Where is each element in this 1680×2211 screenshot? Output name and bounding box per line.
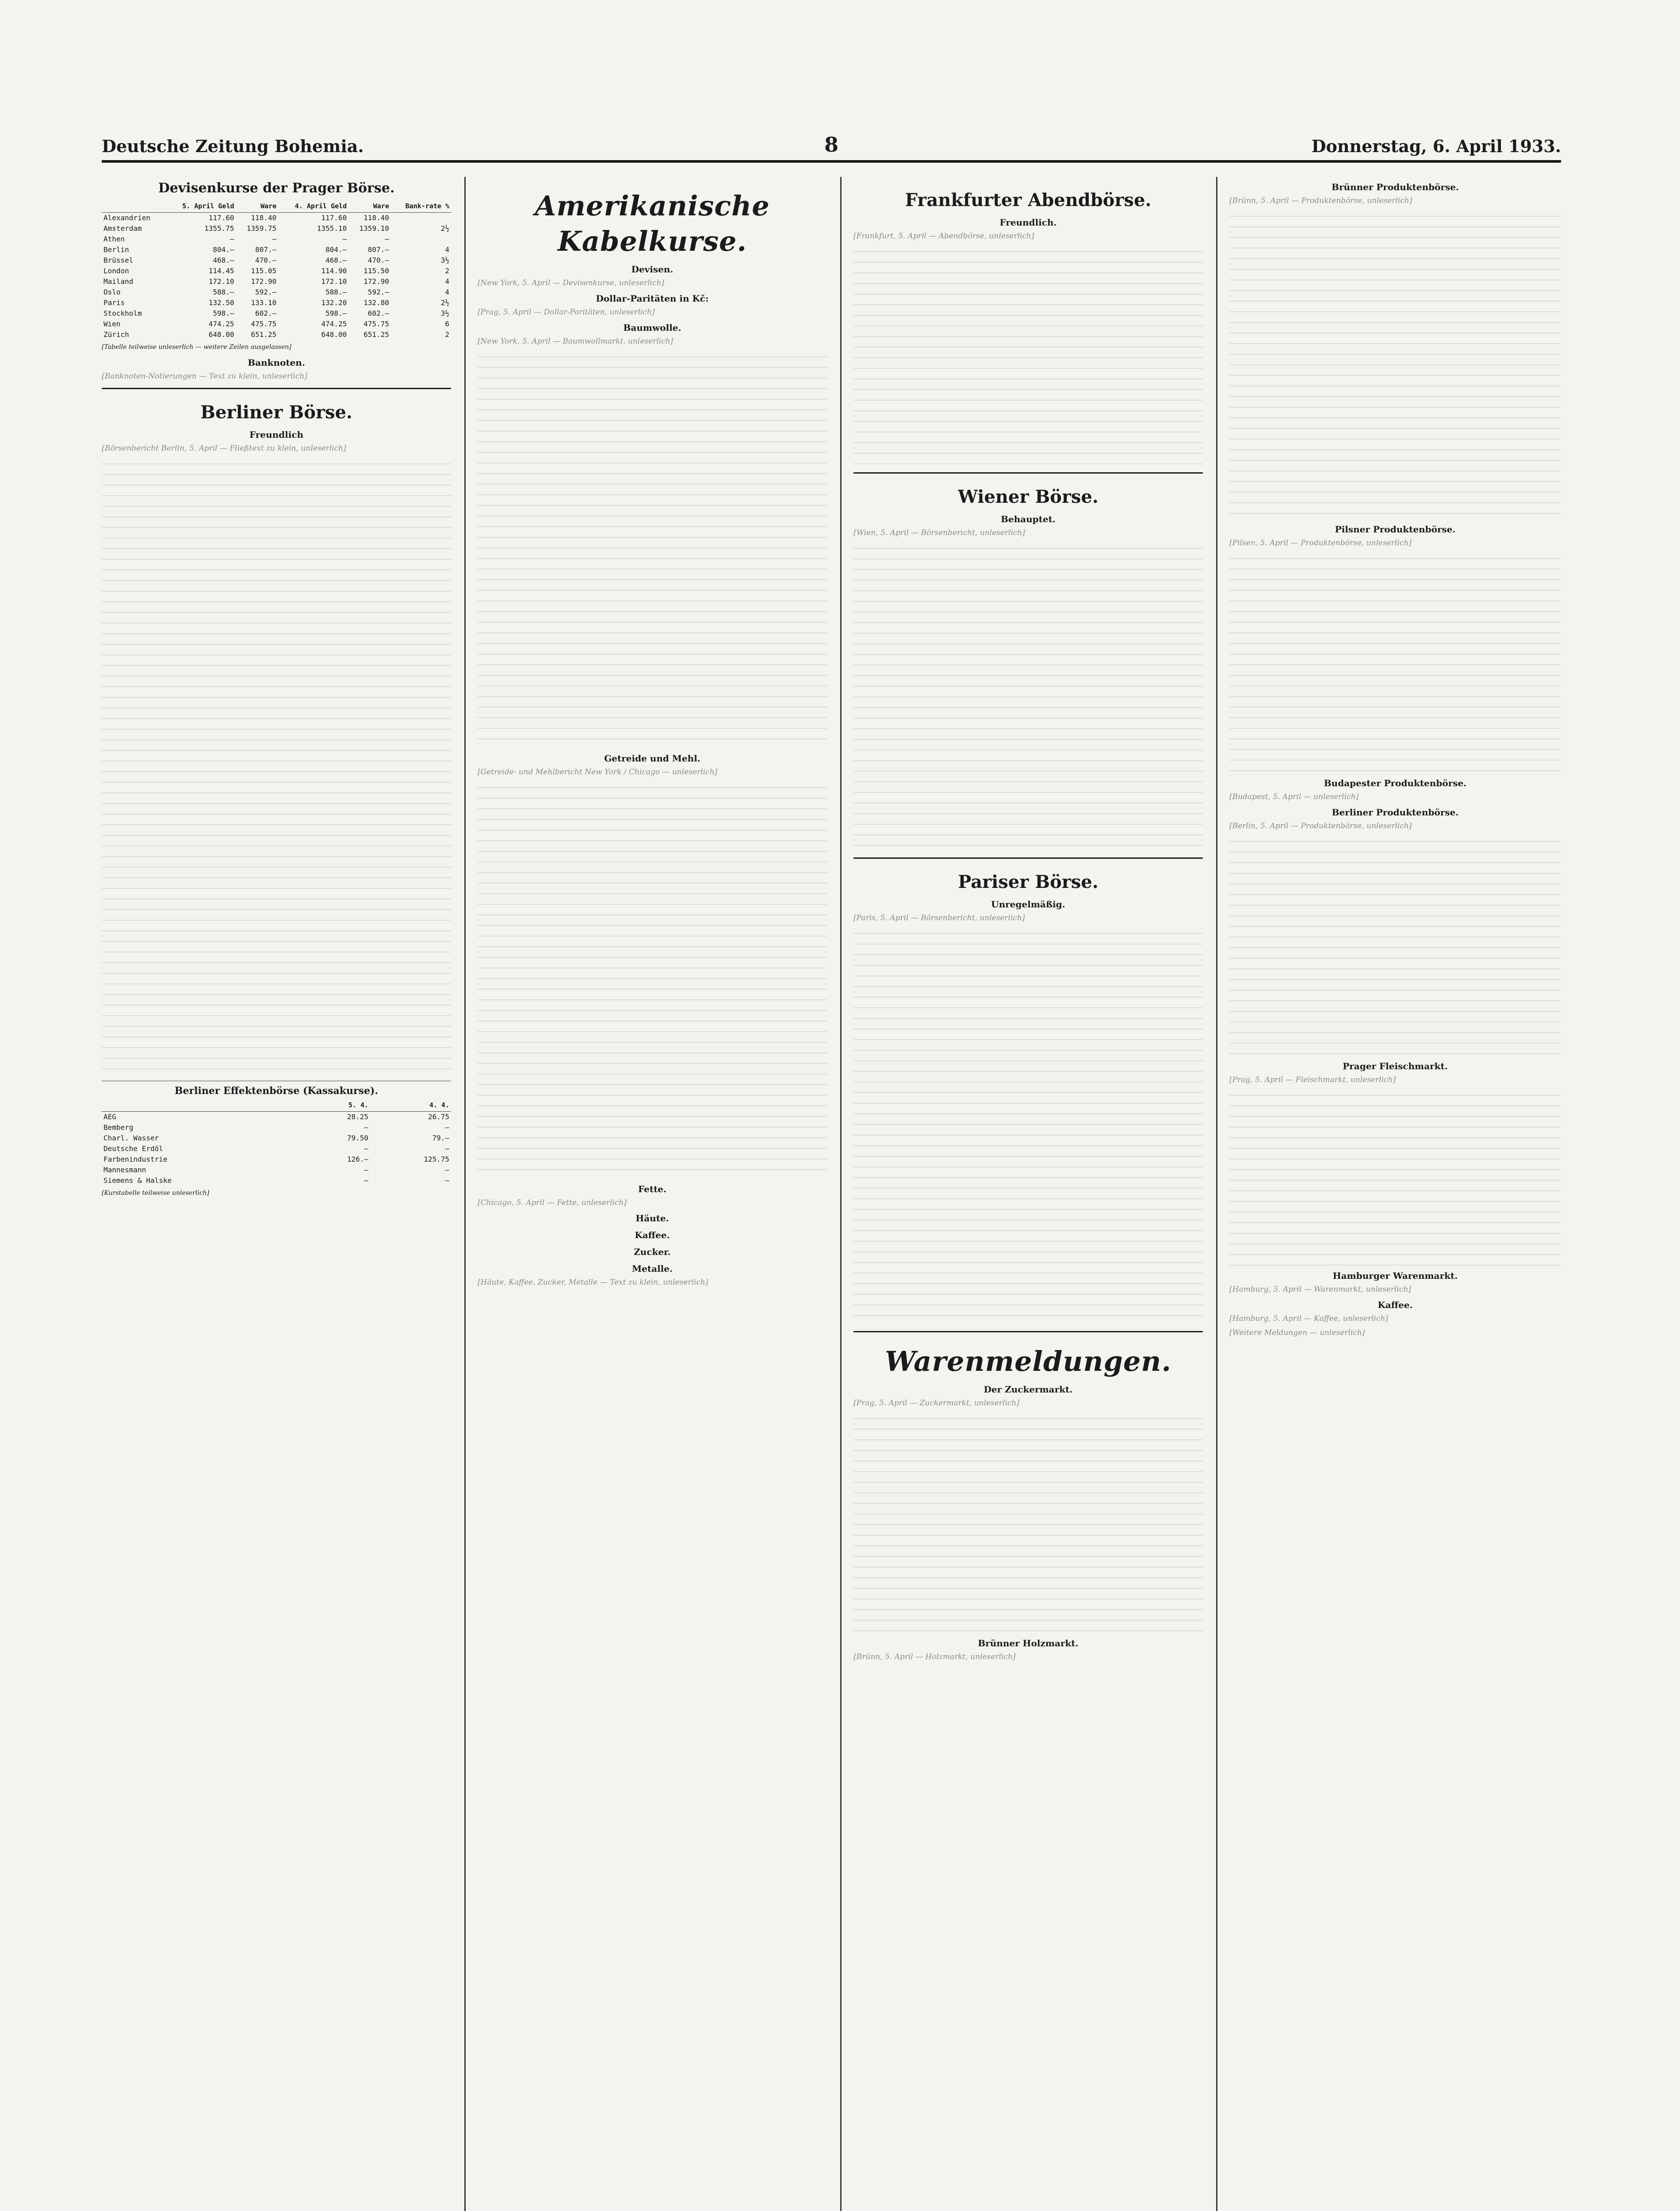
table-cell: —: [342, 235, 347, 243]
table-cell: 4: [445, 288, 449, 296]
table-cell: 602.—: [255, 309, 277, 317]
table-cell: 172.90: [251, 277, 277, 286]
issue-date: Donnerstag, 6. April 1933.: [1311, 136, 1561, 156]
devisen-row: [102, 255, 451, 266]
table-note: [Tabelle teilweise unleserlich — weitere Zeilen ausgelassen]: [102, 344, 291, 351]
effekten-row: [102, 1133, 451, 1144]
table-cell: Paris: [103, 298, 125, 307]
table-cell: Farbenindustrie: [103, 1155, 168, 1163]
text-block: [102, 457, 451, 1076]
article-text: [Häute, Kaffee, Zucker, Metalle — Text zu klein, unleserlich]: [478, 1278, 708, 1287]
table-cell: 117.60: [208, 214, 234, 222]
section-title: Warenmeldungen.: [884, 1345, 1172, 1377]
table-cell: 651.25: [364, 330, 389, 339]
table-cell: 118.40: [364, 214, 389, 222]
table-cell: 125.75: [424, 1155, 449, 1163]
text-block: [853, 927, 1203, 1325]
table-cell: 114.45: [208, 267, 234, 275]
table-header-cell: 5. April Geld: [166, 200, 236, 213]
article-text: [Wien, 5. April — Börsenbericht, unleserlich]: [853, 528, 1026, 537]
section-subtitle: Dollar-Paritäten in Kč:: [596, 293, 709, 304]
table-cell: 3½: [440, 309, 449, 317]
effekten-row: [102, 1165, 451, 1175]
table-cell: 2½: [440, 298, 449, 307]
article-text: [New York, 5. April — Baumwollmarkt, unleserlich]: [478, 337, 674, 346]
devisen-row: [102, 298, 451, 308]
section-title: Wiener Börse.: [958, 486, 1098, 507]
table-cell: 648.00: [208, 330, 234, 339]
devisen-row: [102, 287, 451, 298]
table-cell: 474.25: [208, 320, 234, 328]
text-block: [853, 1412, 1203, 1633]
table-cell: 132.50: [208, 298, 234, 307]
table-cell: —: [364, 1123, 369, 1132]
article-text: [Prag, 5. April — Dollar-Paritäten, unleserlich]: [478, 308, 655, 317]
table-cell: —: [445, 1176, 449, 1185]
newspaper-name: Deutsche Zeitung Bohemia.: [102, 136, 364, 156]
table-cell: 804.—: [325, 245, 347, 254]
article-text: [Pilsen, 5. April — Produktenbörse, unleserlich]: [1229, 539, 1412, 547]
effekten-table: [102, 1099, 451, 1186]
table-cell: —: [364, 1166, 369, 1174]
table-cell: 598.—: [213, 309, 234, 317]
article-text: [Berlin, 5. April — Produktenbörse, unleserlich]: [1229, 822, 1412, 830]
section-subtitle: Der Zuckermarkt.: [984, 1384, 1073, 1395]
table-header-cell: Ware: [236, 200, 279, 213]
text-block: [478, 350, 827, 748]
section-title: Frankfurter Abendbörse.: [905, 190, 1152, 210]
text-block: [478, 781, 827, 1179]
column-rule: [840, 177, 842, 2211]
table-header-cell: 5. 4.: [301, 1099, 370, 1112]
table-cell: 648.00: [321, 330, 347, 339]
section-title: Berliner Börse.: [200, 402, 352, 423]
section-title: Amerikanische Kabelkurse.: [535, 190, 770, 257]
section-subtitle: Budapester Produktenbörse.: [1324, 778, 1467, 788]
table-cell: Deutsche Erdöl: [103, 1144, 163, 1153]
table-cell: 172.10: [208, 277, 234, 286]
devisen-row: [102, 234, 451, 245]
devisen-row: [102, 308, 451, 319]
section-subtitle: Kaffee.: [635, 1230, 670, 1240]
table-cell: —: [445, 1123, 449, 1132]
table-cell: 114.90: [321, 267, 347, 275]
article-text: [Hamburg, 5. April — Kaffee, unleserlich]: [1229, 1314, 1389, 1323]
table-cell: Oslo: [103, 288, 121, 296]
table-cell: Siemens & Halske: [103, 1176, 172, 1185]
table-cell: Berlin: [103, 245, 129, 254]
table-cell: —: [230, 235, 234, 243]
table-cell: 470.—: [255, 256, 277, 264]
table-cell: 6: [445, 320, 449, 328]
table-cell: 468.—: [325, 256, 347, 264]
table-cell: Charl. Wasser: [103, 1134, 159, 1142]
table-cell: 1359.10: [359, 224, 389, 233]
section-subtitle: Zucker.: [634, 1247, 671, 1257]
section-subtitle: Metalle.: [632, 1263, 673, 1274]
table-cell: Brüssel: [103, 256, 134, 264]
table-cell: 592.—: [255, 288, 277, 296]
page-header: [102, 133, 1561, 163]
section-subtitle: Banknoten.: [248, 357, 305, 368]
divider: [853, 857, 1203, 859]
table-cell: AEG: [103, 1113, 116, 1121]
effekten-row: [102, 1122, 451, 1133]
table-cell: 592.—: [367, 288, 389, 296]
section-title: Devisenkurse der Prager Börse.: [158, 180, 395, 196]
table-cell: 807.—: [367, 245, 389, 254]
table-header-cell: [102, 1099, 301, 1112]
table-cell: 126.—: [347, 1155, 369, 1163]
table-cell: 26.75: [428, 1113, 449, 1121]
effekten-row: [102, 1144, 451, 1154]
column-4: [1229, 177, 1561, 2211]
table-cell: 602.—: [367, 309, 389, 317]
table-cell: 2: [445, 330, 449, 339]
column-2: [478, 177, 827, 2211]
table-cell: 468.—: [213, 256, 234, 264]
divider: [853, 472, 1203, 474]
effekten-row: [102, 1112, 451, 1123]
table-cell: 172.90: [364, 277, 389, 286]
table-cell: Wien: [103, 320, 121, 328]
table-cell: —: [364, 1144, 369, 1153]
section-subtitle: Berliner Produktenbörse.: [1332, 807, 1459, 818]
section-subtitle: Brünner Produktenbörse.: [1332, 182, 1459, 192]
devisen-row: [102, 245, 451, 255]
table-cell: 470.—: [367, 256, 389, 264]
table-note: [Kurstabelle teilweise unleserlich]: [102, 1190, 210, 1197]
text-block: [1229, 835, 1561, 1056]
text-block: [853, 542, 1203, 851]
table-cell: 1355.10: [317, 224, 347, 233]
table-cell: Athen: [103, 235, 125, 243]
table-cell: 2½: [440, 224, 449, 233]
section-subtitle: Brünner Holzmarkt.: [978, 1638, 1079, 1649]
article-text: [Prag, 5. April — Zuckermarkt, unleserlich]: [853, 1399, 1019, 1408]
text-block: [1229, 552, 1561, 773]
article-text: [Brünn, 5. April — Holzmarkt, unleserlich]: [853, 1653, 1016, 1661]
text-block: [1229, 1089, 1561, 1266]
devisen-row: [102, 276, 451, 287]
article-text: [Frankfurt, 5. April — Abendbörse, unleserlich]: [853, 232, 1034, 241]
table-cell: 588.—: [213, 288, 234, 296]
table-header-cell: 4. April Geld: [278, 200, 348, 213]
devisen-table: [102, 200, 451, 340]
table-cell: 132.20: [321, 298, 347, 307]
column-1: [102, 177, 451, 2211]
section-subtitle: Prager Fleischmarkt.: [1343, 1061, 1448, 1071]
devisen-row: [102, 223, 451, 234]
section-subtitle: Freundlich: [249, 429, 304, 440]
table-cell: —: [385, 235, 389, 243]
table-title: Berliner Effektenbörse (Kassakurse).: [174, 1085, 379, 1097]
divider: [102, 388, 451, 389]
devisen-row: [102, 213, 451, 224]
section-subtitle: Kaffee.: [1378, 1300, 1413, 1310]
table-cell: Mailand: [103, 277, 134, 286]
table-cell: —: [364, 1176, 369, 1185]
column-3: [853, 177, 1203, 2211]
section-subtitle: Freundlich.: [999, 217, 1057, 228]
article-text: [Banknoten-Notierungen — Text zu klein, unleserlich]: [102, 372, 307, 381]
table-cell: 118.40: [251, 214, 277, 222]
devisen-row: [102, 266, 451, 276]
table-cell: 3½: [440, 256, 449, 264]
table-cell: 4: [445, 277, 449, 286]
table-cell: 807.—: [255, 245, 277, 254]
table-cell: 28.25: [347, 1113, 369, 1121]
section-subtitle: Hamburger Warenmarkt.: [1332, 1270, 1458, 1281]
section-subtitle: Häute.: [635, 1213, 669, 1224]
article-text: [Paris, 5. April — Börsenbericht, unleserlich]: [853, 914, 1025, 922]
article-text: [New York, 5. April — Devisenkurse, unleserlich]: [478, 279, 665, 287]
table-header-cell: Bank-rate %: [391, 200, 451, 213]
table-cell: —: [445, 1144, 449, 1153]
article-text: [Budapest, 5. April — unleserlich]: [1229, 792, 1359, 801]
table-cell: Amsterdam: [103, 224, 142, 233]
table-cell: —: [272, 235, 277, 243]
article-text: [Getreide- und Mehlbericht New York / Chicago — unleserlich]: [478, 768, 718, 777]
table-cell: 588.—: [325, 288, 347, 296]
table-cell: Bemberg: [103, 1123, 134, 1132]
table-cell: 804.—: [213, 245, 234, 254]
table-cell: 651.25: [251, 330, 277, 339]
divider: [853, 1331, 1203, 1332]
table-cell: Mannesmann: [103, 1166, 146, 1174]
table-cell: 133.10: [251, 298, 277, 307]
table-cell: 474.25: [321, 320, 347, 328]
page-number: 8: [824, 133, 838, 157]
section-title: Pariser Börse.: [958, 872, 1098, 892]
section-subtitle: Fette.: [638, 1184, 666, 1194]
section-subtitle: Baumwolle.: [623, 322, 681, 333]
article-text: [Chicago, 5. April — Fette, unleserlich]: [478, 1198, 627, 1207]
table-cell: 1355.75: [204, 224, 234, 233]
text-block: [853, 245, 1203, 466]
table-cell: 475.75: [251, 320, 277, 328]
table-cell: 79.—: [432, 1134, 449, 1142]
table-cell: 598.—: [325, 309, 347, 317]
table-cell: 79.50: [347, 1134, 369, 1142]
table-header-cell: [102, 200, 166, 213]
table-cell: 2: [445, 267, 449, 275]
effekten-row: [102, 1175, 451, 1186]
article-text: [Börsenbericht Berlin, 5. April — Fließtext zu klein, unleserlich]: [102, 444, 346, 453]
article-text: [Prag, 5. April — Fleischmarkt, unleserlich]: [1229, 1075, 1396, 1084]
text-block: [1229, 210, 1561, 519]
effekten-row: [102, 1154, 451, 1165]
table-cell: 4: [445, 245, 449, 254]
table-cell: 117.60: [321, 214, 347, 222]
devisen-row: [102, 319, 451, 329]
table-cell: 1359.75: [246, 224, 277, 233]
table-header-cell: 4. 4.: [370, 1099, 451, 1112]
table-cell: —: [445, 1166, 449, 1174]
section-subtitle: Unregelmäßig.: [991, 899, 1065, 910]
table-cell: 132.80: [364, 298, 389, 307]
table-cell: 475.75: [364, 320, 389, 328]
table-cell: Stockholm: [103, 309, 142, 317]
table-cell: Alexandrien: [103, 214, 150, 222]
table-cell: 115.50: [364, 267, 389, 275]
section-subtitle: Pilsner Produktenbörse.: [1335, 524, 1456, 535]
column-rule: [464, 177, 466, 2211]
table-cell: 115.05: [251, 267, 277, 275]
section-subtitle: Behauptet.: [1001, 514, 1056, 524]
article-text: [Hamburg, 5. April — Warenmarkt, unleserlich]: [1229, 1285, 1411, 1294]
section-subtitle: Devisen.: [631, 264, 674, 275]
article-text: [Brünn, 5. April — Produktenbörse, unleserlich]: [1229, 196, 1412, 205]
table-cell: 172.10: [321, 277, 347, 286]
table-cell: [391, 234, 451, 245]
article-text: [Weitere Meldungen — unleserlich]: [1229, 1328, 1365, 1337]
table-cell: Zürich: [103, 330, 129, 339]
table-cell: [391, 213, 451, 224]
table-header-cell: Ware: [348, 200, 391, 213]
column-rule: [1216, 177, 1217, 2211]
section-subtitle: Getreide und Mehl.: [604, 753, 700, 764]
devisen-row: [102, 329, 451, 340]
table-cell: London: [103, 267, 129, 275]
